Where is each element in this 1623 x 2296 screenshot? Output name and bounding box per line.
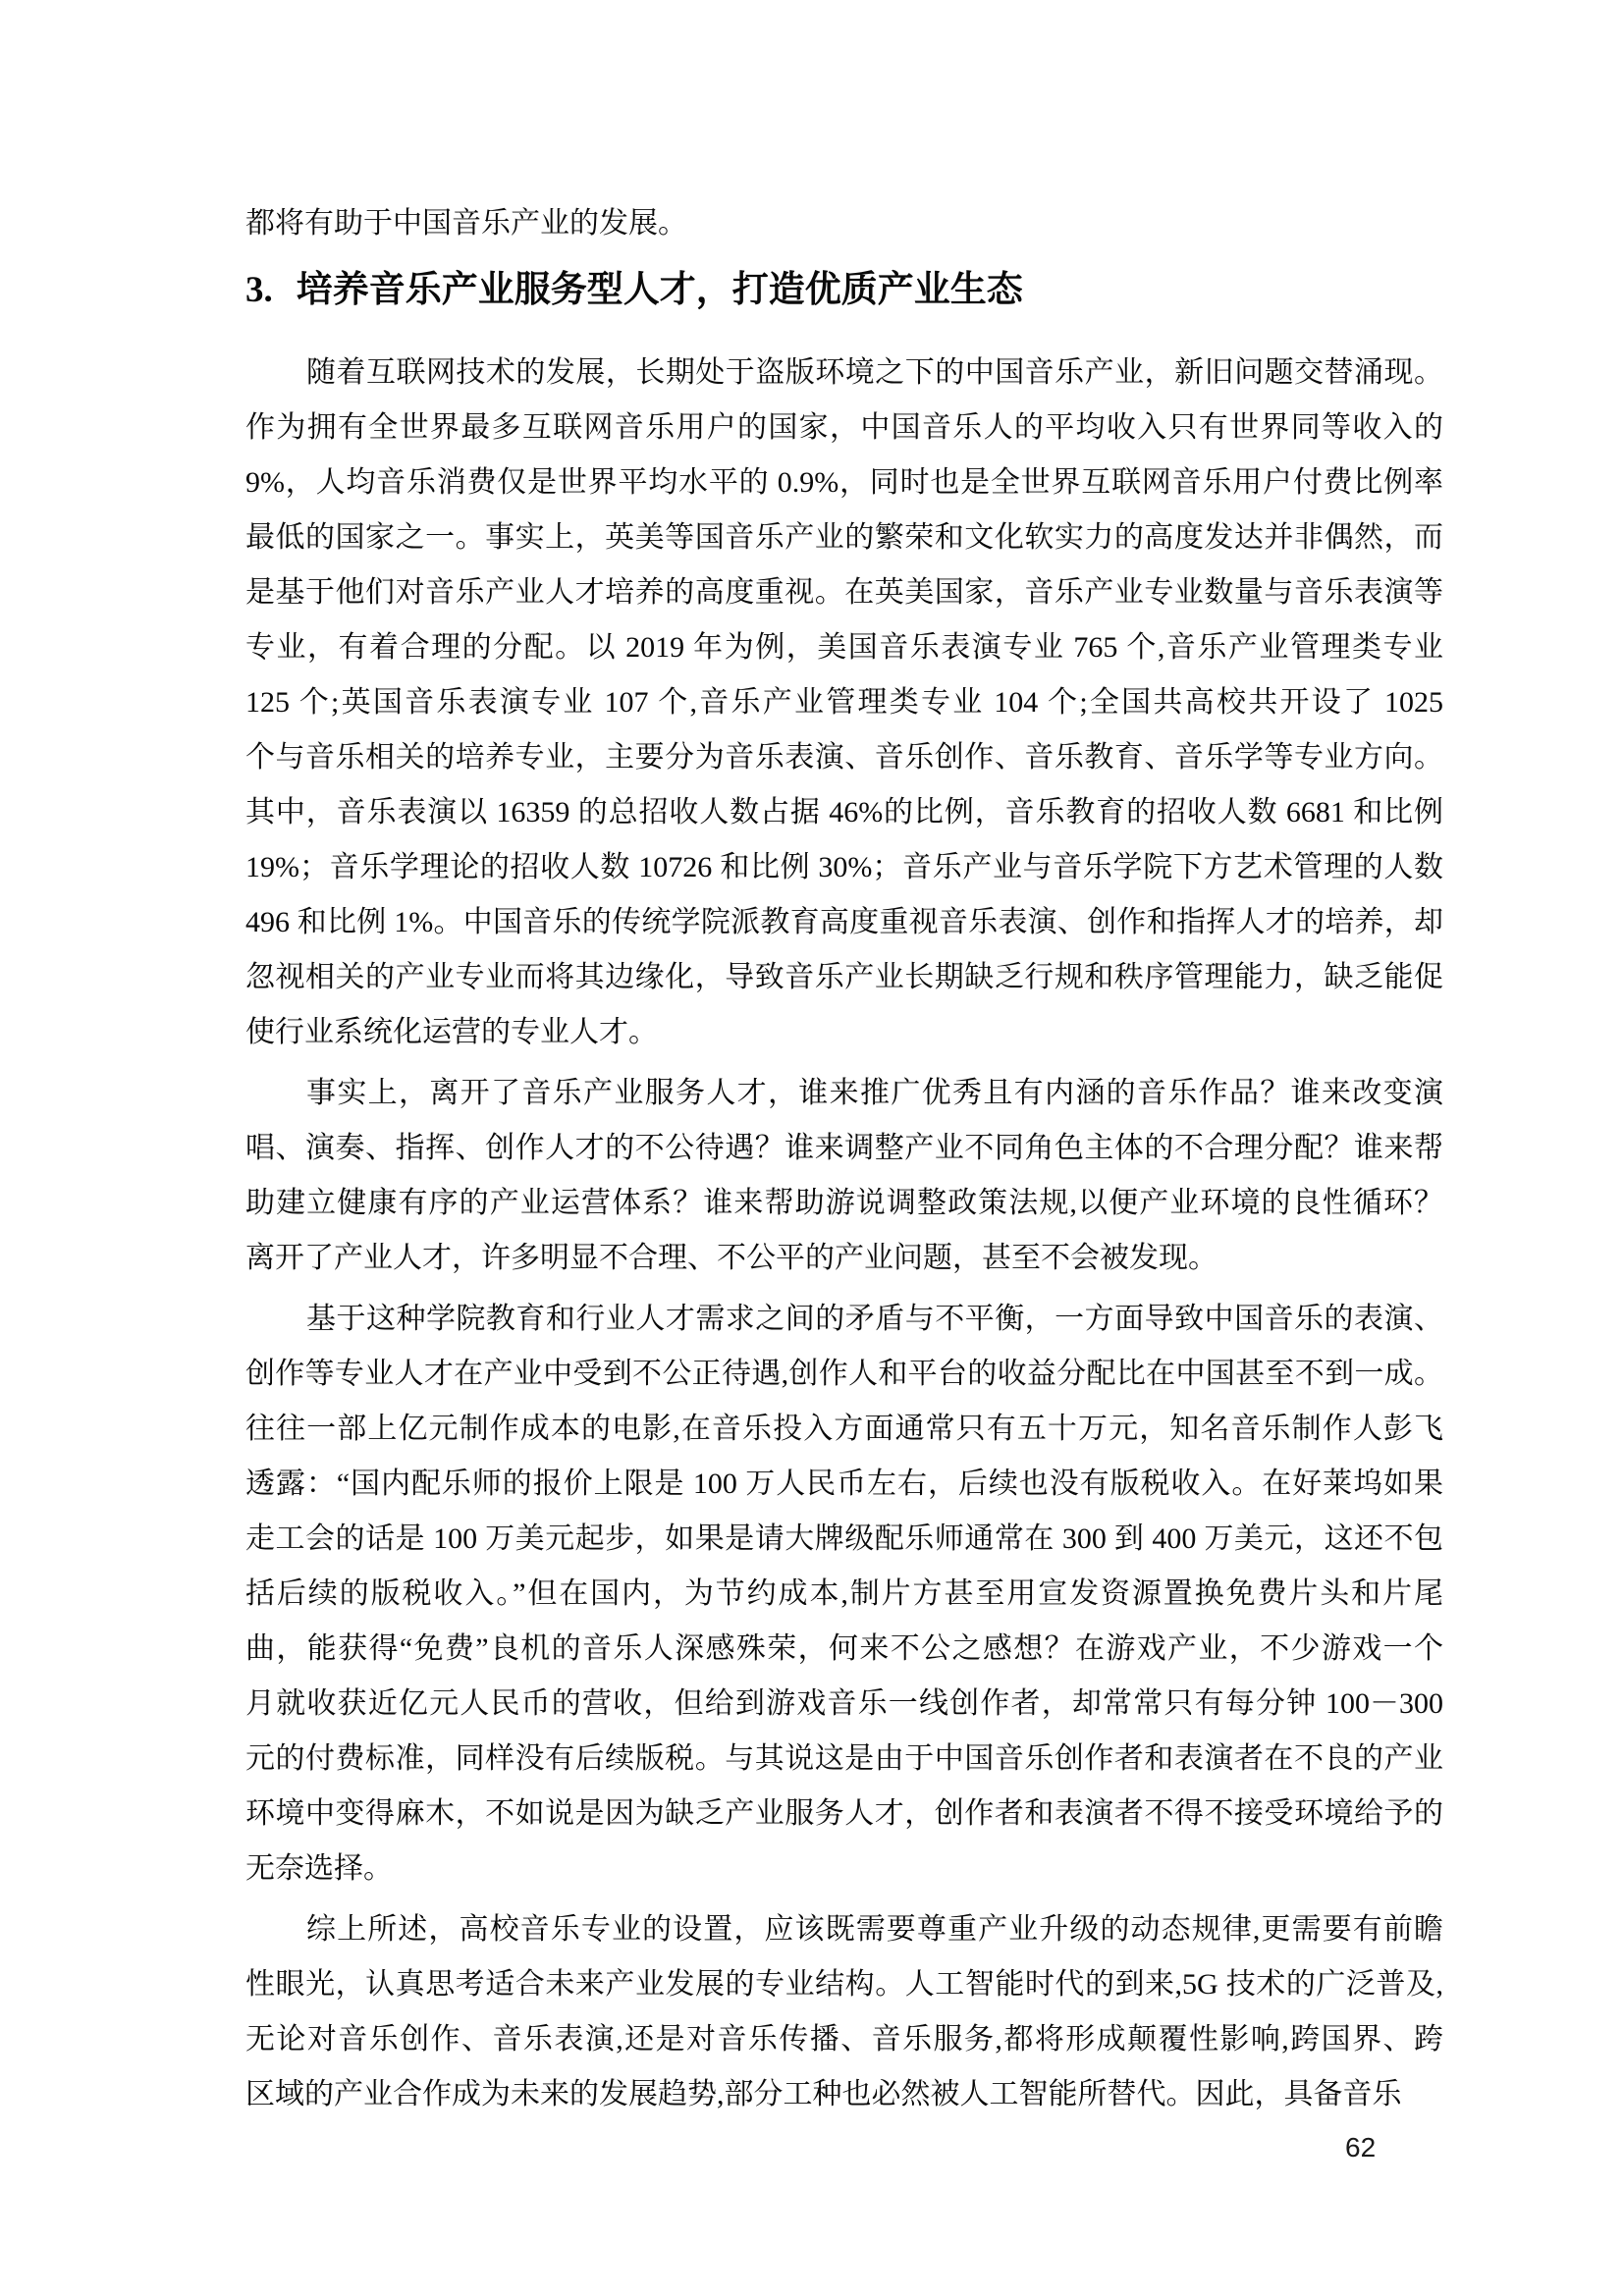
paragraph-line: 括后续的版税收入。”但在国内，为节约成本,制片方甚至用宣发资源置换免费片头和片尾 [245, 1577, 1443, 1610]
paragraph-line: 专业，有着合理的分配。以 2019 年为例，美国音乐表演专业 765 个,音乐产业管理类专业 [245, 631, 1443, 664]
paragraph-line: 走工会的话是 100 万美元起步，如果是请大牌级配乐师通常在 300 到 400 万美元，这还不包 [245, 1522, 1443, 1555]
paragraph-line: 使行业系统化运营的专业人才。 [245, 1016, 658, 1048]
paragraph-line: 离开了产业人才，许多明显不合理、不公平的产业问题，甚至不会被发现。 [245, 1242, 1217, 1274]
paragraph-line: 其中，音乐表演以 16359 的总招收人数占据 46%的比例，音乐教育的招收人数 6681 和比例 [245, 796, 1443, 828]
carryover-text-line: 都将有助于中国音乐产业的发展。 [245, 207, 687, 240]
section-heading [245, 261, 1473, 320]
body-paragraph [245, 1902, 1443, 2122]
paragraph-line: 月就收获近亿元人民币的营收，但给到游戏音乐一线创作者，却常常只有每分钟 100－300 [245, 1687, 1443, 1720]
body-paragraph [245, 1066, 1443, 1286]
paragraph-line: 125 个;英国音乐表演专业 107 个,音乐产业管理类专业 104 个;全国共高校共开设了 1025 [245, 686, 1443, 719]
paragraph-line: 综上所述，高校音乐专业的设置，应该既需要尊重产业升级的动态规律,更需要有前瞻 [306, 1913, 1443, 1946]
section-title: 培养音乐产业服务型人才，打造优质产业生态 [296, 270, 1023, 310]
paragraph-line: 事实上，离开了音乐产业服务人才，谁来推广优秀且有内涵的音乐作品？谁来改变演 [306, 1077, 1443, 1109]
paragraph-line: 透露：“国内配乐师的报价上限是 100 万人民币左右，后续也没有版税收入。在好莱坞如果 [245, 1468, 1443, 1500]
paragraph-line: 忽视相关的产业专业而将其边缘化，导致音乐产业长期缺乏行规和秩序管理能力，缺乏能促 [245, 961, 1443, 993]
paragraph-line: 元的付费标准，同样没有后续版税。与其说这是由于中国音乐创作者和表演者在不良的产业 [245, 1742, 1443, 1775]
paragraph-line: 唱、演奏、指挥、创作人才的不公待遇？谁来调整产业不同角色主体的不合理分配？谁来帮 [245, 1132, 1443, 1164]
paragraph-line: 是基于他们对音乐产业人才培养的高度重视。在英美国家，音乐产业专业数量与音乐表演等 [245, 576, 1443, 609]
paragraph-line: 9%，人均音乐消费仅是世界平均水平的 0.9%，同时也是全世界互联网音乐用户付费比例率 [245, 466, 1443, 499]
paragraph-line: 基于这种学院教育和行业人才需求之间的矛盾与不平衡，一方面导致中国音乐的表演、 [306, 1303, 1443, 1335]
paragraph-line: 助建立健康有序的产业运营体系？谁来帮助游说调整政策法规,以便产业环境的良性循环？ [245, 1187, 1443, 1219]
body-paragraph [245, 1292, 1443, 1896]
page-number: 62 [1345, 2132, 1377, 2163]
paragraph-line: 496 和比例 1%。中国音乐的传统学院派教育高度重视音乐表演、创作和指挥人才的培养，却 [245, 906, 1443, 938]
paragraph-line: 作为拥有全世界最多互联网音乐用户的国家，中国音乐人的平均收入只有世界同等收入的 [245, 411, 1443, 444]
section-number: 3. [245, 270, 273, 310]
paragraph-line: 无论对音乐创作、音乐表演,还是对音乐传播、音乐服务,都将形成颠覆性影响,跨国界、跨 [245, 2023, 1443, 2056]
body-paragraph [245, 346, 1443, 1060]
paragraph-line: 最低的国家之一。事实上，英美等国音乐产业的繁荣和文化软实力的高度发达并非偶然，而 [245, 521, 1443, 554]
paragraph-line: 性眼光，认真思考适合未来产业发展的专业结构。人工智能时代的到来,5G 技术的广泛普及, [245, 1968, 1443, 2001]
paragraph-line: 区域的产业合作成为未来的发展趋势,部分工种也必然被人工智能所替代。因此，具备音乐 [245, 2078, 1402, 2110]
paragraph-line: 创作等专业人才在产业中受到不公正待遇,创作人和平台的收益分配比在中国甚至不到一成。 [245, 1358, 1443, 1390]
paragraph-line: 往往一部上亿元制作成本的电影,在音乐投入方面通常只有五十万元，知名音乐制作人彭飞 [245, 1413, 1443, 1445]
paragraph-line: 19%；音乐学理论的招收人数 10726 和比例 30%；音乐产业与音乐学院下方艺术管理的人数 [245, 851, 1443, 883]
paragraph-line: 随着互联网技术的发展，长期处于盗版环境之下的中国音乐产业，新旧问题交替涌现。 [306, 356, 1443, 389]
paragraph-line: 无奈选择。 [245, 1852, 393, 1885]
paragraph-line: 曲，能获得“免费”良机的音乐人深感殊荣，何来不公之感想？在游戏产业，不少游戏一个 [245, 1632, 1443, 1665]
paragraph-line: 个与音乐相关的培养专业，主要分为音乐表演、音乐创作、音乐教育、音乐学等专业方向。 [245, 741, 1443, 774]
paragraph-line: 环境中变得麻木，不如说是因为缺乏产业服务人才，创作者和表演者不得不接受环境给予的 [245, 1797, 1443, 1830]
